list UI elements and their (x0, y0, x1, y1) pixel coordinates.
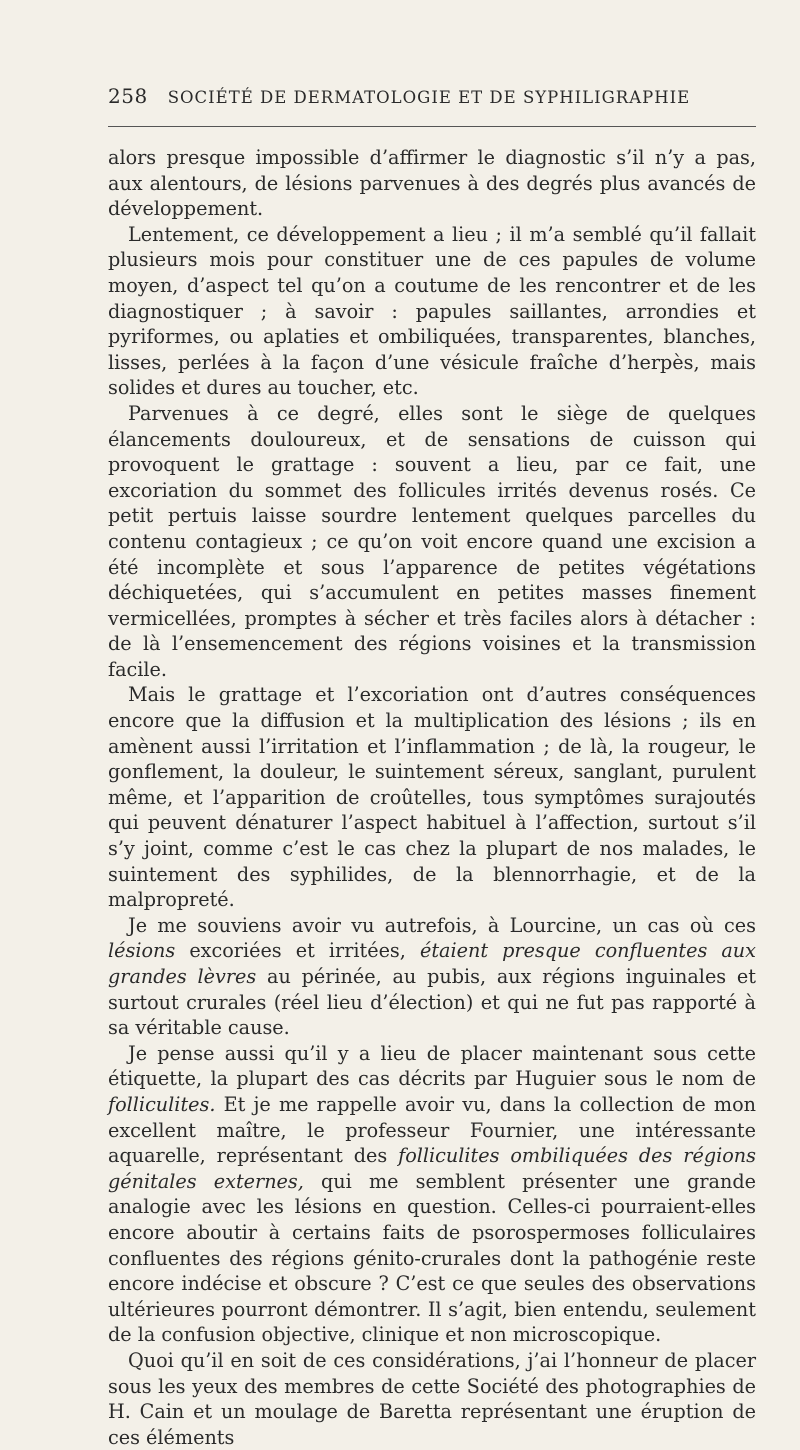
text-run: qui me semblent présenter une grande analogie avec les lésions en question. Celles-ci pourraient-elles encore aboutir à certains faits de psorospermoses folliculaires confluentes des régions génito-crurales dont la pathogénie reste encore indécise et obscure ? C’est ce que seules des observations ultérieures pourront démontrer. Il s’agit, bien entendu, seulement de la confusion objective, clinique et non microscopique. (108, 1169, 756, 1347)
book-page (108, 84, 756, 1449)
body-text (108, 145, 756, 1450)
text-run: au périnée, au pubis, aux régions inguinales et surtout crurales (réel lieu d’élection) et qui ne fut pas rapporté à sa véritable cause. (108, 965, 756, 1040)
text-run: alors presque impossible d’affirmer le diagnostic s’il n’y a pas, aux alentours, de lésions parvenues à des degrés plus avancés de développement. (108, 146, 756, 221)
italic-text: folliculites ombiliquées des régions génitales externes, (108, 1144, 756, 1193)
paragraph-4 (108, 682, 756, 912)
italic-text: folliculites. (108, 1092, 216, 1116)
paragraph-2 (108, 222, 756, 401)
italic-text: étaient presque confluentes aux grandes lèvres (108, 939, 756, 988)
page-number: 258 (108, 84, 148, 108)
text-run: Et je me rappelle avoir vu, dans la collection de mon excellent maître, le professeur Fournier, une intéressante aquarelle, représentant des (108, 1092, 756, 1168)
text-run: Mais le grattage et l’excoriation ont d’autres conséquences encore que la diffusion et la multiplication des lésions ; ils en amènent aussi l’irritation et l’inflammation ; de là, la rougeur, le gonflement, la douleur, le suintement séreux, sanglant, purulent même, et l’apparition de croûtelles, tous symptômes surajoutés qui peuvent dénaturer l’aspect habituel à l’affection, surtout s’il s’y joint, comme c’est le cas chez la plupart de nos malades, le suintement des syphilides, de la blennorrhagie, et de la malpropreté. (108, 683, 756, 912)
header-rule (108, 126, 756, 127)
paragraph-7 (108, 1348, 756, 1450)
italic-text: lésions (108, 939, 176, 963)
paragraph-5 (108, 913, 756, 1041)
paragraph-6 (108, 1041, 756, 1348)
paragraph-1 (108, 145, 756, 222)
text-run: Parvenues à ce degré, elles sont le siège de quelques élancements douloureux, et de sensations de cuisson qui provoquent le grattage : souvent a lieu, par ce fait, une excoriation du sommet des follicules irrités devenus rosés. Ce petit pertuis laisse sourdre lentement quelques parcelles du contenu contagieux ; ce qu’on voit encore quand une excision a été incomplète et sous l’apparence de petites végétations déchiquetées, qui s’accumulent en petites masses finement vermicellées, promptes à sécher et très faciles alors à détacher : de là l’ensemencement des régions voisines et la transmission facile. (108, 401, 756, 681)
paragraph-3 (108, 401, 756, 683)
text-run: Je me souviens avoir vu autrefois, à Lourcine, un cas où ces (128, 913, 756, 937)
text-run: excoriées et irritées, (175, 939, 420, 963)
text-run: Je pense aussi qu’il y a lieu de placer maintenant sous cette étiquette, la plupart des cas décrits par Huguier sous le nom de (108, 1041, 756, 1091)
running-title: SOCIÉTÉ DE DERMATOLOGIE ET DE SYPHILIGRAPHIE (167, 88, 691, 107)
text-run: Lentement, ce développement a lieu ; il m’a semblé qu’il fallait plusieurs mois pour constituer une de ces papules de volume moyen, d’aspect tel qu’on a coutume de les rencontrer et de les diagnostiquer ; à savoir : papules saillantes, arrondies et pyriformes, ou aplaties et ombiliquées, transparentes, blanches, lisses, perlées à la façon d’une vésicule fraîche d’herpès, mais solides et dures au toucher, etc. (108, 222, 756, 400)
text-run: Quoi qu’il en soit de ces considérations, j’ai l’honneur de placer sous les yeux des membres de cette Société des photographies de H. Cain et un moulage de Baretta représentant une éruption de ces éléments (108, 1348, 756, 1449)
running-head (108, 84, 756, 114)
